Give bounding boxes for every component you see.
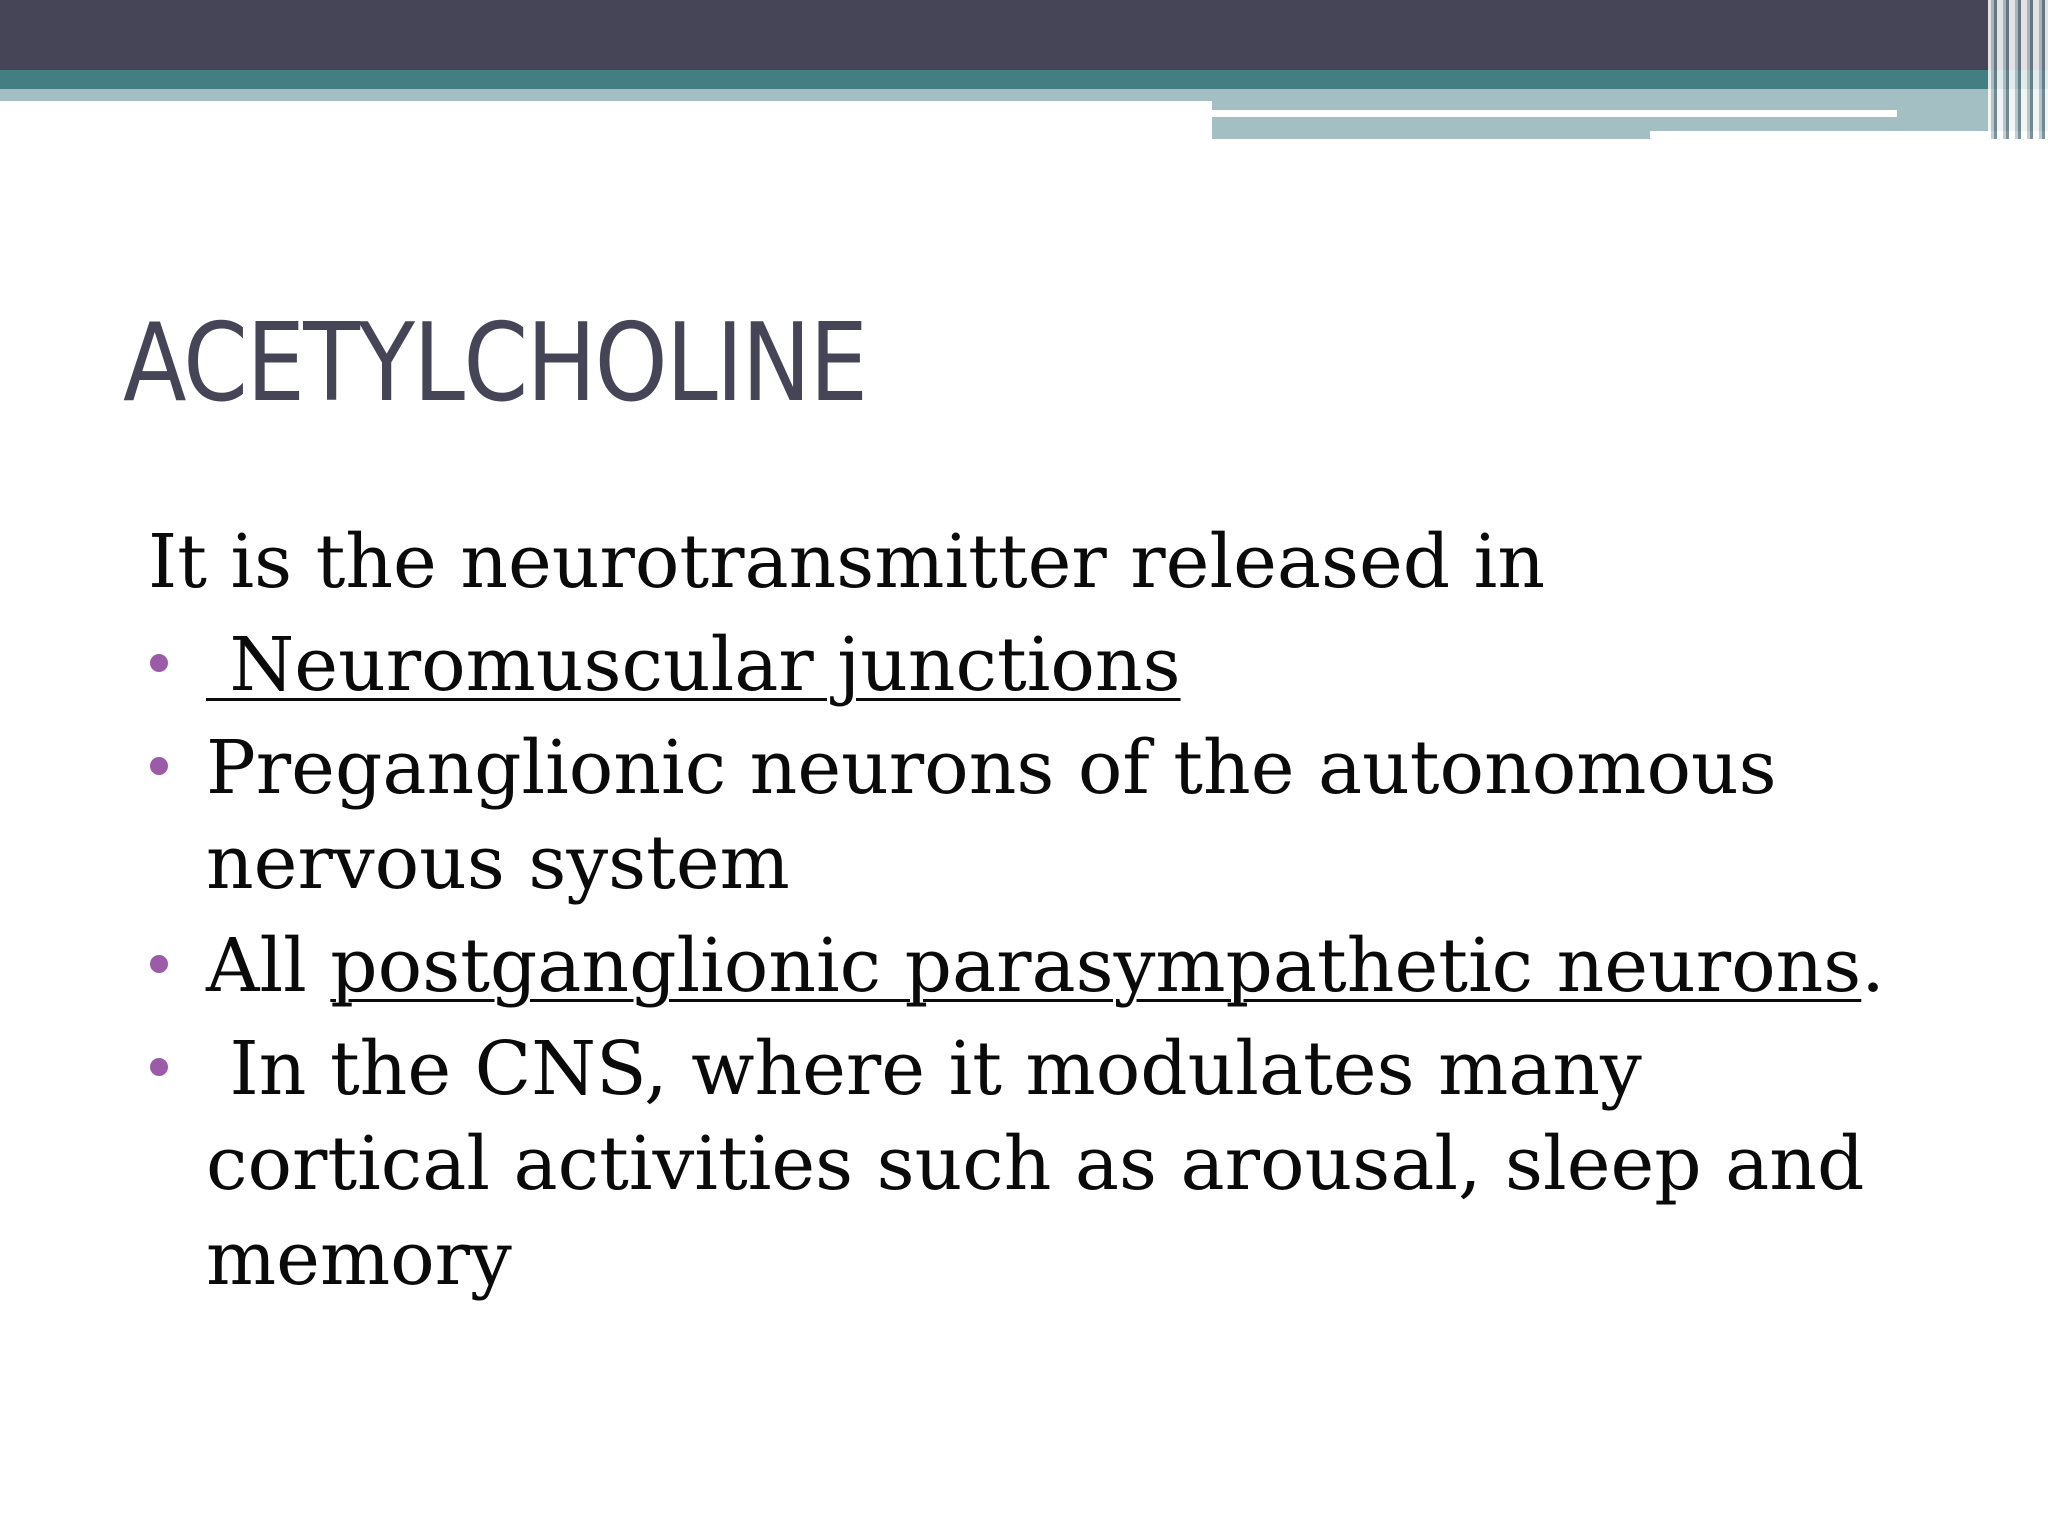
bullet-dot-icon — [150, 955, 168, 973]
header-banner-dark — [0, 0, 2048, 70]
bullet-text: Preganglionic neurons of the autonomous nervous system — [206, 725, 1777, 906]
slide-body — [148, 515, 1948, 1315]
bullet-dot-icon — [150, 1058, 168, 1076]
bullet-underlined-text: Neuromuscular junctions — [229, 622, 1181, 708]
bullet-item — [148, 618, 1948, 713]
header-banner-right-line — [1212, 110, 1897, 117]
bullet-lead-text: All — [206, 923, 331, 1009]
intro-text: It is the neurotransmitter released in — [148, 519, 1546, 605]
bullet-trailing-text: . — [1861, 923, 1885, 1009]
bullet-list — [148, 618, 1948, 1307]
header-banner-light — [0, 89, 1212, 101]
bullet-dot-icon — [150, 757, 168, 775]
slide-title: ACETYLCHOLINE — [123, 301, 867, 426]
bullet-underlined-lead — [206, 622, 230, 708]
header-banner-teal — [0, 70, 2048, 89]
bullet-item — [148, 721, 1948, 911]
header-decorative-stripes — [1988, 0, 2048, 139]
bullet-underlined-text: postganglionic parasympathetic neurons — [330, 923, 1862, 1009]
bullet-item — [148, 919, 1948, 1014]
bullet-text: In the CNS, where it modulates many cortical activities such as arousal, sleep and memory — [206, 1026, 1888, 1302]
bullet-dot-icon — [150, 654, 168, 672]
bullet-item — [148, 1022, 1948, 1307]
